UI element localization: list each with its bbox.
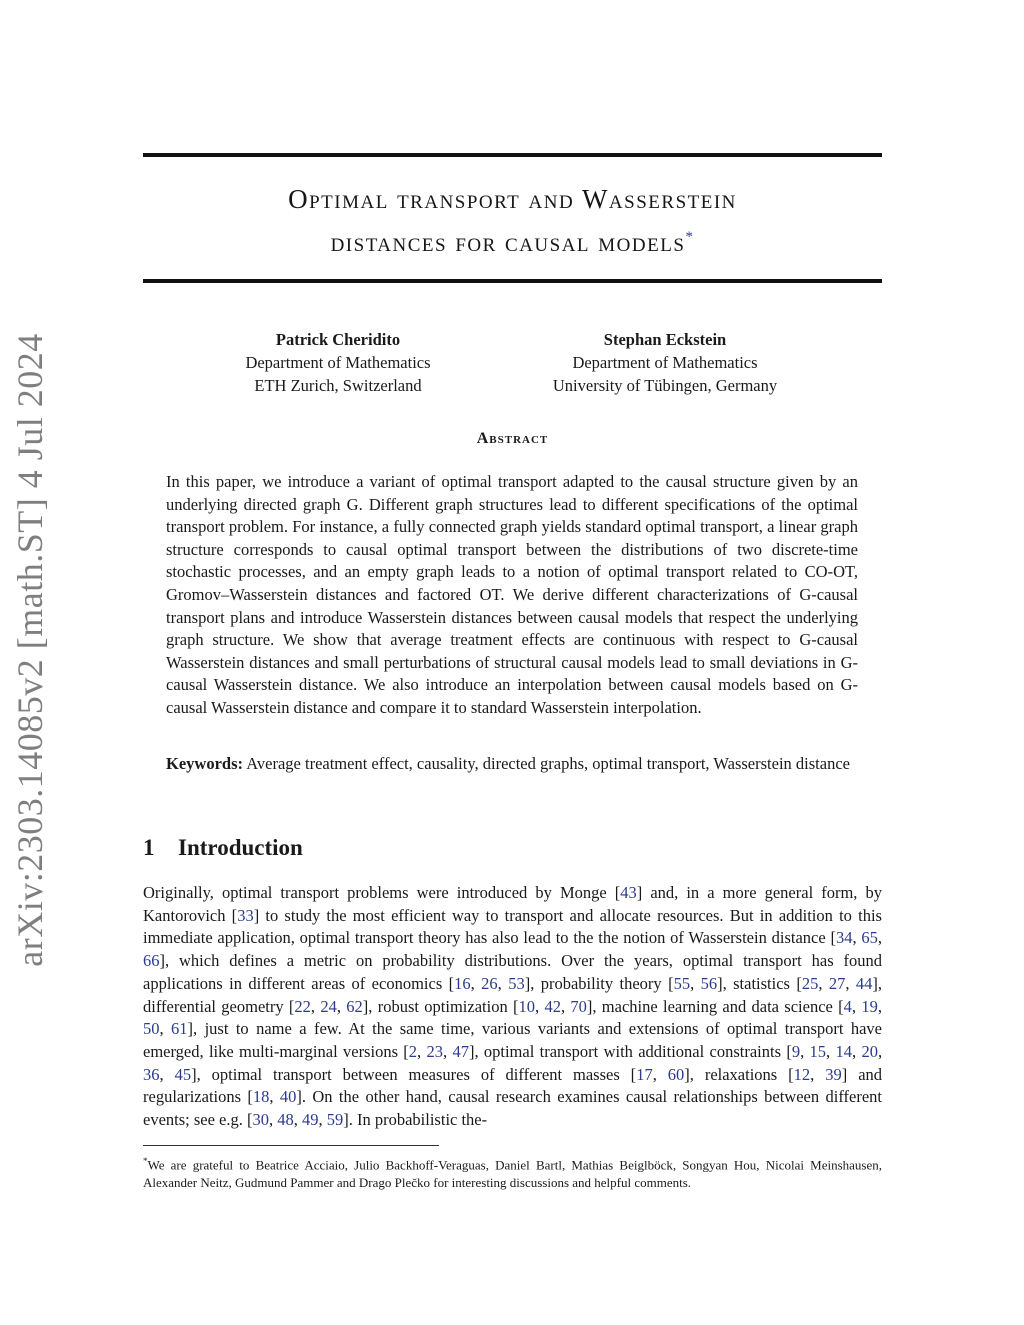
- citation-link[interactable]: 22: [294, 996, 311, 1016]
- intro-text: ]. On the other hand, causal research examines causal relationships between different events; see e.g. [: [143, 1087, 882, 1130]
- intro-text: Originally, optimal transport problems were introduced by Monge [: [143, 883, 621, 902]
- citation-link[interactable]: 42: [544, 996, 561, 1016]
- author-affiliation-2: University of Tübingen, Germany: [552, 376, 778, 395]
- citation-link[interactable]: 66: [143, 951, 160, 971]
- citation-link[interactable]: 56: [700, 973, 718, 993]
- section-heading-introduction: [143, 835, 303, 861]
- citation-link[interactable]: 17: [636, 1064, 653, 1084]
- citation-link[interactable]: 4: [843, 996, 852, 1016]
- citation-link[interactable]: 18: [252, 1087, 270, 1107]
- author-affiliation-1: ETH Zurich, Switzerland: [254, 376, 422, 395]
- citation-link[interactable]: 45: [174, 1064, 192, 1084]
- title-footnote-mark[interactable]: *: [685, 229, 695, 245]
- intro-text: ] and, in a more general form, by Kantorovich [: [143, 883, 882, 925]
- intro-text: ], differential geometry [: [143, 973, 883, 1016]
- citation-link[interactable]: 25: [801, 973, 819, 993]
- citation-link[interactable]: 36: [143, 1064, 160, 1084]
- citation-link[interactable]: 15: [809, 1041, 827, 1061]
- intro-text: ]. In probabilistic the-: [343, 1110, 488, 1130]
- citation-link[interactable]: 23: [426, 1041, 443, 1061]
- citation-link[interactable]: 62: [346, 996, 363, 1016]
- intro-text: ], optimal transport between measures of different masses [: [191, 1064, 637, 1084]
- author-department-2: Department of Mathematics: [572, 353, 758, 372]
- intro-text: ], probability theory [: [524, 973, 674, 993]
- section-title: Introduction: [178, 835, 303, 860]
- citation-link[interactable]: 55: [673, 973, 691, 993]
- footnote-rule: [143, 1145, 439, 1146]
- citation-link[interactable]: 49: [302, 1110, 319, 1130]
- title-line-2-text: distances for causal models: [330, 227, 686, 257]
- citation-link[interactable]: 43: [620, 883, 637, 902]
- citation-link[interactable]: 47: [452, 1041, 469, 1061]
- intro-text: ], machine learning and data science [: [586, 996, 844, 1016]
- citation-link[interactable]: 33: [237, 905, 254, 925]
- citation-link[interactable]: 20: [861, 1041, 878, 1061]
- title-top-rule: [143, 153, 882, 157]
- footnote-acknowledgements: [143, 1152, 882, 1192]
- intro-text: ], relaxations [: [684, 1064, 794, 1084]
- author-department-1: Department of Mathematics: [245, 353, 431, 372]
- keywords-label: Keywords:: [166, 754, 243, 773]
- citation-link[interactable]: 60: [667, 1064, 685, 1084]
- intro-text: ] and regularizations [: [143, 1064, 883, 1107]
- citation-link[interactable]: 19: [861, 996, 878, 1016]
- keywords: [166, 753, 858, 776]
- citation-link[interactable]: 59: [326, 1110, 344, 1130]
- intro-text: ], robust optimization [: [362, 996, 519, 1016]
- citation-link[interactable]: 14: [835, 1041, 852, 1061]
- citation-link[interactable]: 61: [171, 1019, 188, 1039]
- citation-link[interactable]: 48: [277, 1110, 294, 1130]
- author-name-2: Stephan Eckstein: [603, 330, 727, 349]
- introduction-paragraph: Originally, optimal transport problems were introduced by Monge [43] and, in a more general form, by Kantorovich [33] to study the most efficient way to transport and allocate resources. But in addition to this immediate application, optimal transport theory has also lead to the the notion of Wasserstein distance [34, 65, 66], which defines a metric on probability distributions. Over the years, optimal transport has found applications in different areas of economics [16, 26, 53], probability theory [55, 56], statistics [25, 27, 44], differential geometry [22, 24, 62], robust optimization [10, 42, 70], machine learning and data science [4, 19, 50, 61], just to name a few. At the same time, various variants and extensions of optimal transport have emerged, like multi-marginal versions [2, 23, 47], optimal transport with additional constraints [9, 15, 14, 20, 36, 45], optimal transport between measures of different masses [17, 60], relaxations [12, 39] and regularizations [18, 40]. On the other hand, causal research examines causal relationships between different events; see e.g. [30, 48, 49, 59]. In probabilistic the-: [143, 883, 883, 1130]
- citation-link[interactable]: 34: [835, 928, 853, 948]
- citation-link[interactable]: 50: [143, 1019, 160, 1039]
- citation-link[interactable]: 10: [518, 996, 535, 1016]
- title-bottom-rule: [143, 279, 882, 283]
- abstract-text: In this paper, we introduce a variant of optimal transport adapted to the causal structure given by an underlying directed graph G. Different graph structures lead to different specifications of the optimal transport problem. For instance, a fully connected graph yields standard optimal transport, a linear graph structure corresponds to causal optimal transport between the distributions of two discrete-time stochastic processes, and an empty graph leads to a notion of optimal transport related to CO-OT, Gromov–Wasserstein distances and factored OT. We derive different characterizations of G-causal transport plans and introduce Wasserstein distances between causal models that respect the underlying graph structure. We show that average treatment effects are continuous with respect to G-causal Wasserstein distances and small perturbations of structural causal models lead to small deviations in G-causal Wasserstein distance. We also introduce an interpolation between causal models based on G-causal Wasserstein distance and compare it to standard Wasserstein interpolation.: [166, 472, 858, 717]
- citation-link[interactable]: 9: [791, 1041, 801, 1061]
- title-line-1: Optimal transport and Wasserstein: [288, 184, 737, 214]
- citation-link[interactable]: 27: [828, 973, 846, 993]
- arxiv-identifier-stamp: arXiv:2303.14085v2 [math.ST] 4 Jul 2024: [10, 333, 50, 967]
- author-block-2: [520, 328, 810, 397]
- author-name-1: Patrick Cheridito: [275, 330, 401, 349]
- keywords-text: Average treatment effect, causality, directed graphs, optimal transport, Wasserstein distance: [246, 754, 850, 773]
- intro-text: ] to study the most efficient way to transport and allocate resources. But in addition to this immediate application, optimal transport theory has also lead to the the notion of Wasserstein distance [: [143, 905, 882, 948]
- paper-title: [143, 180, 882, 261]
- title-line-2: [143, 218, 882, 261]
- intro-text: ], just to name a few. At the same time, various variants and extensions of optimal transport have emerged, like multi-marginal versions [: [143, 1019, 883, 1061]
- citation-link[interactable]: 39: [825, 1064, 842, 1084]
- intro-text: ], which defines a metric on probability distributions. Over the years, optimal transport has found applications in different areas of economics [: [143, 951, 882, 993]
- abstract-heading: Abstract: [476, 430, 549, 447]
- citation-link[interactable]: 30: [252, 1110, 269, 1130]
- intro-text: ], statistics [: [717, 973, 802, 993]
- intro-text: ], optimal transport with additional constraints [: [468, 1041, 792, 1061]
- footnote-mark: *: [143, 1156, 148, 1166]
- citation-link[interactable]: 12: [793, 1064, 811, 1084]
- citation-link[interactable]: 24: [320, 996, 337, 1016]
- footnote-text: We are grateful to Beatrice Acciaio, Julio Backhoff-Veraguas, Daniel Bartl, Mathias Beiglböck, Songyan Hou, Nicolai Meinshausen, Alexander Neitz, Gudmund Pammer and Drago Plečko for interesting discussions and helpful comments.: [143, 1157, 882, 1191]
- citation-link[interactable]: 40: [279, 1087, 297, 1107]
- citation-link[interactable]: 65: [861, 928, 878, 948]
- citation-link[interactable]: 44: [855, 973, 873, 993]
- citation-link[interactable]: 16: [454, 973, 471, 993]
- author-block-1: [208, 328, 468, 397]
- citation-link[interactable]: 70: [570, 996, 587, 1016]
- citation-link[interactable]: 53: [508, 973, 525, 993]
- citation-link[interactable]: 26: [481, 973, 498, 993]
- citation-link[interactable]: 2: [408, 1041, 418, 1061]
- section-number: 1: [143, 835, 155, 860]
